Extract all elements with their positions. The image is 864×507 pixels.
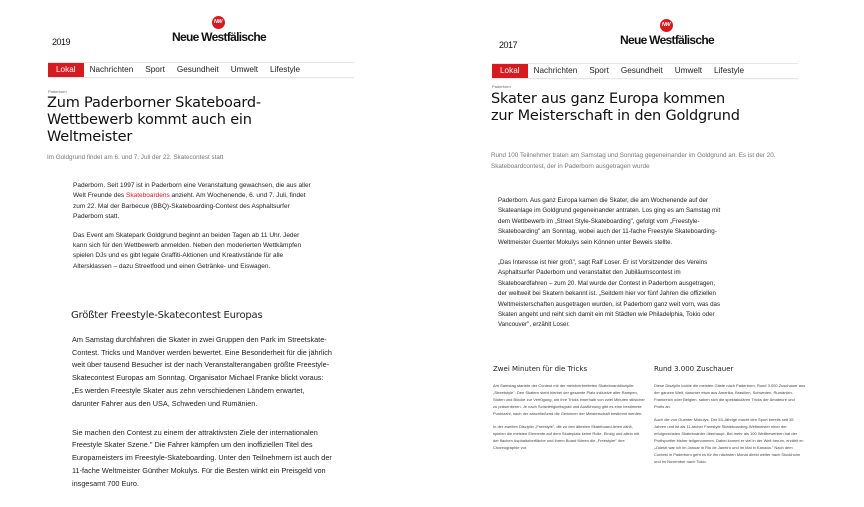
article-body-main <box>72 302 332 507</box>
nav-item-umwelt[interactable]: Umwelt <box>674 66 703 75</box>
nav-item-lifestyle[interactable]: Lifestyle <box>714 66 745 75</box>
article-paragraph: Das Event am Skatepark Goldgrund beginnt an beiden Tagen ab 11 Uhr. Jeder kann sich für den Wettbewerb anmelden. Neben den moderierten Wettkämpfen spielen DJs und es gibt legale Graffiti-Aktionen und Kreativstände für alle Altersklassen – dazu Streetfood und einen Getränke- und Eiswagen. <box>73 231 302 270</box>
nav-item-lokal[interactable]: Lokal <box>48 63 84 77</box>
year-label: 2017 <box>499 40 518 50</box>
nav-item-lokal[interactable]: Lokal <box>492 64 528 78</box>
article-paragraph <box>73 181 313 223</box>
article-kicker[interactable]: Paderborn <box>48 89 67 94</box>
column-paragraph: Diese Disziplin lockte die meisten Gäste nach Paderborn. Rund 3.000 Zuschauer aus der ganzen Welt, darunter etwa aus Amerika, Brasilien, Schweden, Rumänien, Frankreich oder Belgien, sahen sich die spektakulären Tricks der Amateure und Profis an. <box>654 383 806 409</box>
article-paragraph: Sie machen den Contest zu einem der attraktivsten Ziele der internationalen Freestyle Skater Szene." Die Fahrer kämpfen um den inoffiziellen Titel des Europameisters im Freestyle-Skateboarding. Unter den Teilnehmern ist auch der 11-fache Weltmeister Günther Mokulys. Für die Besten winkt ein Preisgeld von insgesamt 700 Euro. <box>72 427 332 488</box>
year-label: 2019 <box>52 37 71 47</box>
nav-item-sport[interactable]: Sport <box>145 65 165 74</box>
main-nav <box>48 62 354 78</box>
article-body-intro <box>73 181 313 280</box>
article-paragraph: Am Samstag durchfahren die Skater in zwei Gruppen den Park im Streetskate-Contest. Tricks und Manöver werden bewertet. Eine Besonderheit für die jährlich weit über tausend Besucher ist der nach Veranstalterangaben größte Freestyle-Skatecontest Europas am Sonntag. Organisator Michael Franke blickt voraus: „Es werden Freestyle Skater aus zehn verschiedenen Ländern erwartet, darunter Fahrer aus den USA, Schweden und Rumänien. <box>72 334 332 408</box>
nav-item-nachrichten[interactable]: Nachrichten <box>89 65 134 74</box>
article-teaser: Im Goldgrund findet am 6. und 7. Juli der 22. Skatecontest statt <box>47 154 224 161</box>
article-paragraph: „Das Interesse ist hier groß", sagt Ralf Loser. Er ist Vorsitzender des Vereins Asphaltsurfer Paderborn und veranstaltet den Jubiläumscontest im Skateboardfahren – zum 20. Mal wurde der Contest in Paderborn ausgetragen, der weltweit bei Skatern bekannt ist. „Seitdem hier vor fünf Jahren die offiziellen Weltmeisterschaften ausgetragen wurden, ist Paderborn ganz weit vorn, was das Skaten angeht und reiht sich damit ein mit Städten wie Philadelphia, Tokio oder Vancouver", erzählt Loser. <box>498 259 721 329</box>
article-headline: Skater aus ganz Europa kommen zur Meisterschaft in den Goldgrund <box>491 91 740 124</box>
site-logo[interactable] <box>172 16 264 44</box>
article-body <box>498 196 723 341</box>
article-2019-panel <box>0 0 432 504</box>
main-nav <box>492 63 798 79</box>
logo-wordmark: Neue Westfälische <box>620 33 714 47</box>
nav-item-sport[interactable]: Sport <box>589 66 609 75</box>
article-teaser: Rund 100 Teilnehmer traten am Samstag und Sonntag gegeneinander im Goldgrund an. Es ist der 20. Skateboardcontest, der in Paderborn ausgetragen wurde <box>491 152 776 170</box>
nw-logo-icon: NW <box>212 16 225 29</box>
nav-item-gesundheit[interactable]: Gesundheit <box>620 66 663 75</box>
column-tricks <box>493 365 645 457</box>
column-paragraph: Auch die von Guenter Mokulys. Der 53-Jährige macht den Sport bereits seit 35 Jahren und ist als 11-facher Freestyle Skateboarding-Weltmeister einer der erfolgreichsten Skateboarder überhaupt. Bei mehr als 100 Wettbewerben hat der Profisportler bisher teilgenommen. Dabei kommt er viel in der Welt herum, erzählt er: „Zuletzt war ich im Januar in Rio de Janeiro und im Mai in Kanada." Nach dem Contest in Paderborn geht es für ihn nächsten Monat direkt weiter nach Stockholm und im November nach Tokio. <box>654 417 804 464</box>
column-paragraph: In der zweiten Disziplin „Freestyle", die zu den ältesten Skateboard Arten zählt, spielen die meisten Elemente auf dem Skateplatz keine Rolle. Einzig und allein mit der flachen Asphaltoberfläche und ihrem Board führen die „Freestyler" ihre Choreographie vor. <box>493 424 640 450</box>
column-zuschauer <box>654 365 806 471</box>
nw-logo-icon: NW <box>660 19 673 32</box>
logo-wordmark: Neue Westfälische <box>172 30 266 44</box>
nav-item-lifestyle[interactable]: Lifestyle <box>270 65 301 74</box>
paragraph-text: anzieht. Am Wochenende, 6. und 7. Juli, findet zum 22. Mal der Barbecue (BBQ)-Skateboarding-Contest des Asphaltsurfer Paderborn statt. <box>73 192 306 221</box>
article-headline: Zum Paderborner Skateboard-Wettbewerb kommt auch ein Weltmeister <box>47 95 261 145</box>
site-logo[interactable] <box>620 19 712 47</box>
article-2017-panel <box>432 0 864 504</box>
article-paragraph: Paderborn. Aus ganz Europa kamen die Skater, die am Wochenende auf der Skateanlage im Goldgrund gegeneinander antraten. Los ging es am Samstag mit dem Wettbewerb im „Street Style-Skateboarding", gefolgt vom „Freestyle-Skateboarding" am Sonntag, wobei auch der 11-fache Freestyle Skateboarding-Weltmeister Guenter Mokulys sein Können unter Beweis stellte. <box>498 197 721 246</box>
nav-item-umwelt[interactable]: Umwelt <box>230 65 259 74</box>
article-subheading: Größter Freestyle-Skatecontest Europas <box>71 310 263 321</box>
column-paragraph: Am Samstag startete der Contest mit der meistverbreiteten Skateboarddisziplin: „Streetstyle". Den Skatern steht hierbei der gesamte Platz inklusive aller Rampen, Stufen und Blöcke zur Verfügung, um ihre Tricks innerhalb von zwei Minuten stilsicher zu präsentieren. Je nach Schwierigkeitsgrad und Ausführung gibt es eine bestimmte Punktzahl, nach der anschließend die Gewinner der Meisterschaft bestimmt werden. <box>493 383 645 416</box>
nav-item-nachrichten[interactable]: Nachrichten <box>533 66 578 75</box>
column-heading: Rund 3.000 Zuschauer <box>654 365 734 373</box>
article-kicker[interactable]: Paderborn <box>492 84 511 89</box>
paragraph-text: Paderborn. Seit 1997 ist in Paderborn eine Veranstaltung gewachsen, die aus aller Welt Freunde des <box>73 182 311 200</box>
nav-item-gesundheit[interactable]: Gesundheit <box>176 65 219 74</box>
column-heading: Zwei Minuten für die Tricks <box>493 365 588 373</box>
skateboarden-link[interactable]: Skateboardens <box>126 192 170 200</box>
